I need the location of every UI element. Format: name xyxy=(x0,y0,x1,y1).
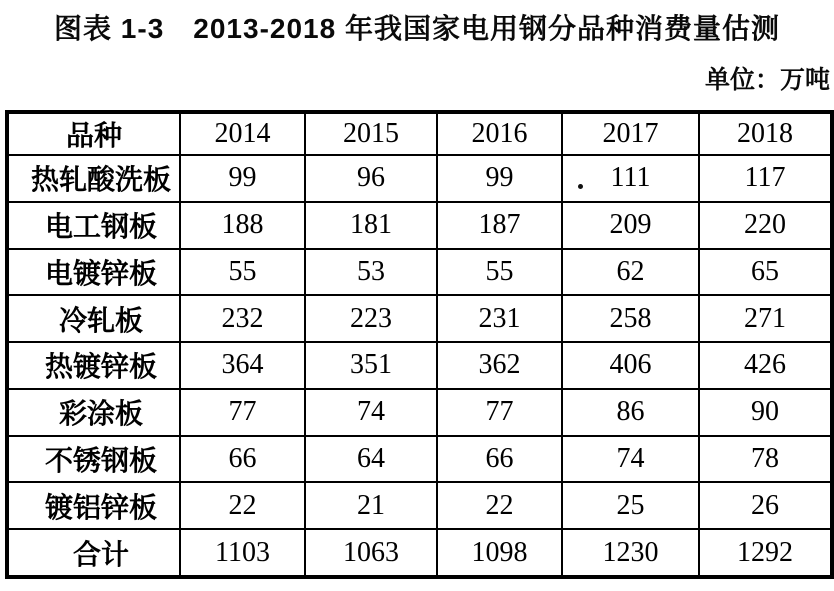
column-header-2018: 2018 xyxy=(699,112,832,155)
unit-label: 单位：万吨 xyxy=(704,66,830,94)
column-header-species: 品种 xyxy=(7,112,180,155)
table-row-total xyxy=(7,529,832,577)
cell-value: 78 xyxy=(699,436,832,483)
cell-value: 362 xyxy=(437,342,562,389)
cell-value: 66 xyxy=(180,436,305,483)
table-row xyxy=(7,155,832,202)
row-label: 不锈钢板 xyxy=(7,436,180,483)
cell-value: 117 xyxy=(699,155,832,202)
cell-value: 99 xyxy=(180,155,305,202)
cell-value: 111 xyxy=(562,155,699,202)
table-row xyxy=(7,342,832,389)
row-label: 冷轧板 xyxy=(7,295,180,342)
cell-value: 181 xyxy=(305,202,437,249)
cell-value: 22 xyxy=(437,482,562,529)
cell-value: 209 xyxy=(562,202,699,249)
row-label: 彩涂板 xyxy=(7,389,180,436)
table-header-row xyxy=(7,112,832,155)
document-page xyxy=(0,7,834,591)
cell-value: 99 xyxy=(437,155,562,202)
row-label: 电工钢板 xyxy=(7,202,180,249)
cell-value: 426 xyxy=(699,342,832,389)
cell-value: 22 xyxy=(180,482,305,529)
cell-value: 77 xyxy=(180,389,305,436)
cell-value: 26 xyxy=(699,482,832,529)
cell-value: 62 xyxy=(562,249,699,296)
cell-value: 55 xyxy=(437,249,562,296)
scan-artifact-dot xyxy=(578,184,583,189)
steel-consumption-table xyxy=(5,110,834,579)
column-header-2017: 2017 xyxy=(562,112,699,155)
cell-value: 1098 xyxy=(437,529,562,577)
cell-value: 364 xyxy=(180,342,305,389)
cell-value: 351 xyxy=(305,342,437,389)
cell-value: 220 xyxy=(699,202,832,249)
table-row xyxy=(7,389,832,436)
cell-value: 77 xyxy=(437,389,562,436)
cell-value: 1063 xyxy=(305,529,437,577)
table-row xyxy=(7,295,832,342)
page-title: 图表 1-3 2013-2018 年我国家电用钢分品种消费量估测 xyxy=(54,13,780,44)
cell-value: 64 xyxy=(305,436,437,483)
column-header-2014: 2014 xyxy=(180,112,305,155)
cell-value: 1103 xyxy=(180,529,305,577)
row-label: 热轧酸洗板 xyxy=(7,155,180,202)
cell-value: 74 xyxy=(305,389,437,436)
cell-value: 55 xyxy=(180,249,305,296)
table-row xyxy=(7,482,832,529)
cell-value: 21 xyxy=(305,482,437,529)
column-header-2015: 2015 xyxy=(305,112,437,155)
cell-value: 187 xyxy=(437,202,562,249)
row-label: 热镀锌板 xyxy=(7,342,180,389)
column-header-2016: 2016 xyxy=(437,112,562,155)
cell-value: 90 xyxy=(699,389,832,436)
cell-value: 231 xyxy=(437,295,562,342)
table-row xyxy=(7,202,832,249)
row-label: 电镀锌板 xyxy=(7,249,180,296)
cell-value: 232 xyxy=(180,295,305,342)
table-row xyxy=(7,436,832,483)
cell-value: 65 xyxy=(699,249,832,296)
cell-value: 223 xyxy=(305,295,437,342)
cell-value: 86 xyxy=(562,389,699,436)
cell-value: 188 xyxy=(180,202,305,249)
cell-value: 53 xyxy=(305,249,437,296)
cell-value: 74 xyxy=(562,436,699,483)
cell-value: 1292 xyxy=(699,529,832,577)
cell-value: 66 xyxy=(437,436,562,483)
table-row xyxy=(7,249,832,296)
cell-value: 1230 xyxy=(562,529,699,577)
row-label-total: 合计 xyxy=(7,529,180,577)
row-label: 镀铝锌板 xyxy=(7,482,180,529)
cell-value: 271 xyxy=(699,295,832,342)
cell-value: 25 xyxy=(562,482,699,529)
cell-value: 258 xyxy=(562,295,699,342)
cell-value: 96 xyxy=(305,155,437,202)
cell-value: 406 xyxy=(562,342,699,389)
